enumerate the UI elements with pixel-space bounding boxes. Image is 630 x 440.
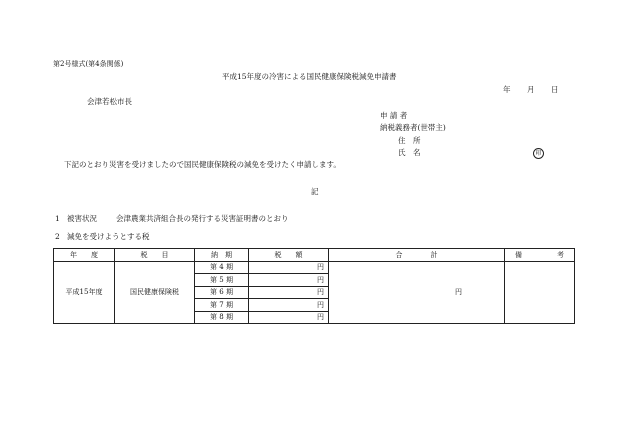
- period-cell: 第 6 期: [195, 286, 249, 299]
- amount-cell: 円: [249, 261, 329, 274]
- amount-cell: 円: [249, 274, 329, 287]
- item-2-label: 減免を受けようとする税: [67, 232, 150, 241]
- header-remarks: 備 考: [505, 249, 575, 262]
- amount-cell: 円: [249, 286, 329, 299]
- total-cell: [329, 261, 505, 324]
- addressee: 会津若松市長: [87, 97, 132, 106]
- application-statement: 下記のとおり災害を受けましたので国民健康保険税の減免を受けたく申請します。: [64, 160, 341, 169]
- header-period: 納 期: [195, 249, 249, 262]
- period-cell: 第 5 期: [195, 274, 249, 287]
- total-yen: 円: [455, 288, 462, 297]
- header-amount: 税 額: [249, 249, 329, 262]
- date-month-label: 月: [527, 85, 535, 94]
- form-reference: 第2号様式(第4条関係): [53, 60, 124, 68]
- ki-heading: 記: [311, 187, 319, 196]
- header-total: 合 計: [329, 249, 505, 262]
- header-tax-item: 税 目: [115, 249, 195, 262]
- taxpayer-label: 納税義務者(世帯主): [380, 123, 446, 132]
- address-label: 住 所: [398, 136, 421, 145]
- table-row: [54, 261, 575, 274]
- period-cell: 第 8 期: [195, 311, 249, 324]
- period-cell: 第 7 期: [195, 299, 249, 312]
- item-1-label: 被害状況: [67, 214, 97, 223]
- header-year: 年 度: [54, 249, 115, 262]
- item-2-number: 2: [55, 232, 60, 241]
- fiscal-year-cell: 平成15年度: [54, 261, 115, 324]
- name-label: 氏 名: [398, 148, 421, 157]
- table-header-row: [54, 249, 575, 262]
- tax-reduction-table: [53, 248, 575, 324]
- applicant-heading: 申 請 者: [380, 111, 408, 120]
- date-day-label: 日: [551, 85, 559, 94]
- tax-item-cell: 国民健康保険税: [115, 261, 195, 324]
- amount-cell: 円: [249, 311, 329, 324]
- document-title: 平成15年度の冷害による国民健康保険税減免申請書: [222, 72, 397, 81]
- date-year-label: 年: [503, 85, 511, 94]
- remarks-cell: [505, 261, 575, 324]
- seal-mark: 印: [533, 148, 544, 159]
- item-1-text: 会津農業共済組合長の発行する災害証明書のとおり: [116, 214, 289, 223]
- period-cell: 第 4 期: [195, 261, 249, 274]
- item-1-number: 1: [55, 214, 60, 223]
- amount-cell: 円: [249, 299, 329, 312]
